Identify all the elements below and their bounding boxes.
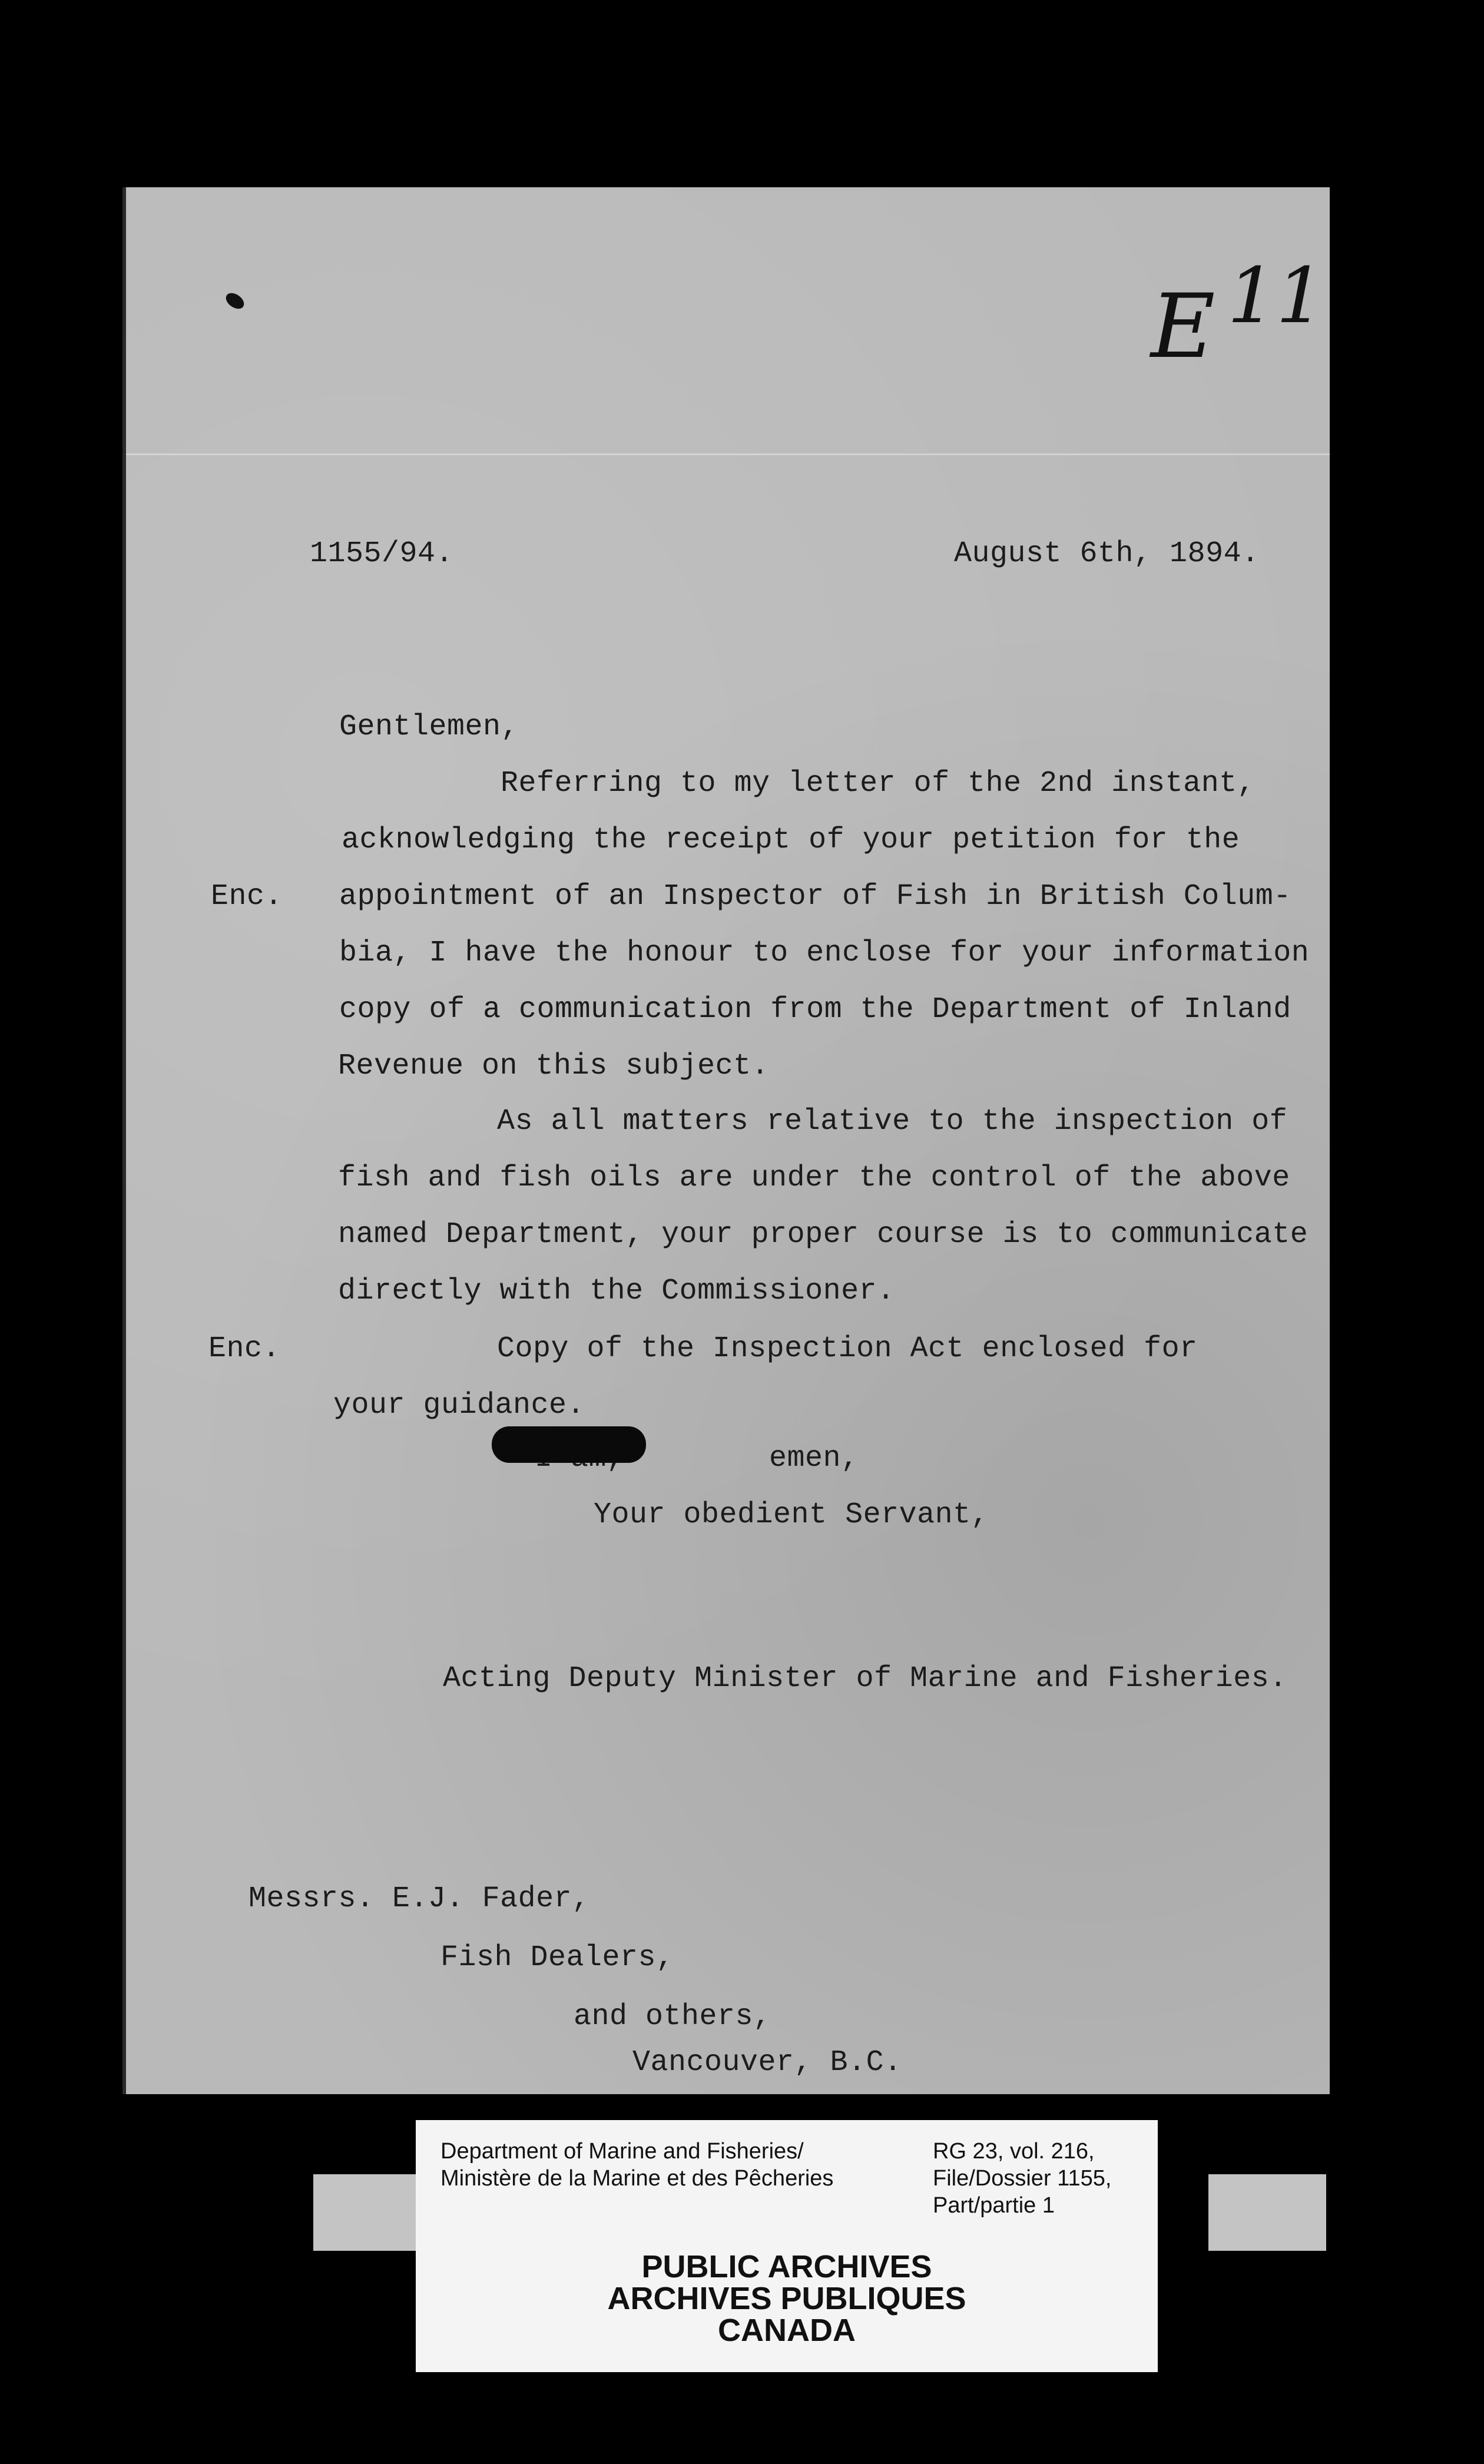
body-line-8: fish and fish oils are under the control of the above [338,1161,1290,1195]
file-reference: 1155/94. [310,537,454,571]
reference-line-2: File/Dossier 1155, [933,2166,1112,2191]
margin-note-enc-2: Enc. [208,1332,281,1366]
body-line-10: directly with the Commissioner. [338,1274,895,1308]
fold-line [126,453,1330,455]
body-line-4: bia, I have the honour to enclose for your information [339,936,1310,970]
address-line-3: and others, [574,2000,771,2034]
stamp-line-1: PUBLIC ARCHIVES [641,2249,932,2284]
handwritten-mark-e: E [1151,276,1215,378]
department-line-2: Ministère de la Marine et des Pêcheries [440,2166,834,2191]
reference-line-3: Part/partie 1 [933,2193,1055,2218]
body-line-2: acknowledging the receipt of your petition for the [342,823,1240,857]
body-line-9: named Department, your proper course is to communicate [338,1218,1309,1251]
body-line-5: copy of a communication from the Department of Inland [339,993,1291,1026]
handwritten-mark-11: 11 [1227,251,1325,340]
closing-suffix: emen, [769,1442,859,1475]
label-tab-left [313,2174,431,2251]
salutation: Gentlemen, [339,710,519,744]
stamp-line-3: CANADA [718,2313,856,2348]
letter-page [122,187,1330,2094]
letter-date: August 6th, 1894. [954,537,1260,571]
body-line-7: As all matters relative to the inspection of [497,1105,1288,1138]
closing-servant: Your obedient Servant, [594,1498,989,1532]
department-line-1: Department of Marine and Fisheries/ [440,2139,804,2164]
body-line-12: your guidance. [333,1389,585,1422]
redaction-mark [492,1426,646,1463]
address-line-2: Fish Dealers, [440,1941,674,1975]
body-line-11: Copy of the Inspection Act enclosed for [497,1332,1198,1366]
body-line-3: appointment of an Inspector of Fish in British Colum- [339,880,1291,913]
address-line-1: Messrs. E.J. Fader, [249,1882,590,1916]
address-line-4: Vancouver, B.C. [632,2046,902,2079]
ink-speck [223,290,247,312]
body-line-1: Referring to my letter of the 2nd instant, [501,767,1256,800]
archive-label [416,2120,1158,2372]
label-tab-right [1208,2174,1326,2251]
reference-line-1: RG 23, vol. 216, [933,2139,1095,2164]
stamp-line-2: ARCHIVES PUBLIQUES [607,2281,966,2316]
signature-title: Acting Deputy Minister of Marine and Fisheries. [443,1662,1287,1695]
margin-note-enc-1: Enc. [211,880,283,913]
body-line-6: Revenue on this subject. [338,1049,770,1083]
